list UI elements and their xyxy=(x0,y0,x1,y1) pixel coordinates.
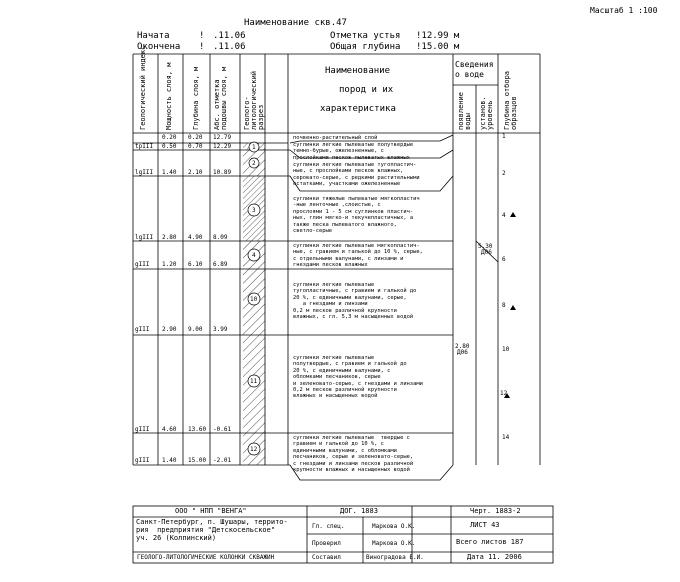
layer-index: tpIII xyxy=(135,143,154,150)
layer-abs: 8.09 xyxy=(213,234,228,241)
stamp-person3: Виноградова Е.И. xyxy=(366,554,424,561)
layer-marker: 4 xyxy=(252,252,256,259)
sample-label: 1 xyxy=(502,133,506,140)
layer-index: gIII xyxy=(135,457,150,464)
sample-label: 14 xyxy=(502,434,510,441)
layer-abs: -2.01 xyxy=(213,457,232,464)
stamp-total: Всего листов 187 xyxy=(456,538,524,546)
stamp-address: Санкт-Петербург, п. Шушары, террито- рия предприятия "Детскосельское" уч. 26 (Колпинский) xyxy=(136,518,288,542)
layer-desc: суглинки легкие пылеватые мягкопластич- ные, с гравием и галькой до 10 %, серые, с отдельными валунами, с линзами и гнездами песков влажных xyxy=(293,243,423,269)
layer-desc: суглинки легкие пылеватые полутвердые, с гравием и галькой до 20 %, с единичными валунами, с обломками песчаников, серые и зеленовато-серые, с гнездами и линзами 0,2 м песков различной крупности влажных и насыщенных водой xyxy=(293,355,423,400)
mouth-label: Отметка устья xyxy=(330,31,401,41)
stamp-date: Дата 11. 2006 xyxy=(467,553,522,561)
layer-thickness: 2.90 xyxy=(162,326,177,333)
col-water-set: установ. уровень xyxy=(479,96,494,130)
layer-marker: 2 xyxy=(252,160,256,167)
ended-value: .11.06 xyxy=(213,42,246,52)
sample-label: 12 xyxy=(500,390,508,397)
layer-desc: почвенно-растительный слой xyxy=(293,135,378,141)
layer-marker: 10 xyxy=(250,296,258,303)
stamp-role1: Гл. спец. xyxy=(312,523,345,530)
stamp-org: ООО " НПП "ВЕНГА" xyxy=(175,507,247,515)
layer-thickness: 1.40 xyxy=(162,457,177,464)
col-sample-depth: Глубина отбора образцов xyxy=(503,70,518,130)
well-title: Наименование скв.47 xyxy=(244,18,347,28)
layer-depth: 9.00 xyxy=(188,326,203,333)
ended-sep: ! xyxy=(199,42,205,52)
col-section: Геолого-литологический разрез xyxy=(243,70,265,130)
layer-depth: 6.10 xyxy=(188,261,203,268)
stamp-person2: Маркова О.К. xyxy=(372,540,416,547)
layer-thickness: 0.50 xyxy=(162,143,177,150)
stamp-sheet: ЛИСТ 43 xyxy=(470,521,500,529)
layer-index: gIII xyxy=(135,261,150,268)
layer-desc: суглинки легкие пылеватые твердые с гравием и галькой до 10 %, с единичными валунами, с обломками песчаников, серые и зеленовато-серые, с гнездами и линзами песков различной крупности влажных и насыщенных водой xyxy=(293,435,414,474)
water-set-date: Д06 xyxy=(481,249,492,256)
sample-label: 2 xyxy=(502,170,506,177)
layer-thickness: 2.80 xyxy=(162,234,177,241)
layer-thickness: 1.40 xyxy=(162,169,177,176)
depth-label: Общая глубина xyxy=(330,42,401,52)
layer-depth: 0.70 xyxy=(188,143,203,150)
col-name-line2: пород и их xyxy=(339,85,394,95)
layer-desc: суглинки легкие пылеватые тугопластичные, с гравием и галькой до 20 %, с единичными валунами, серые, а гнездами и линзами 0,2 м песков различной крупности влажных, с гл. 5,3 м насыщенных водой xyxy=(293,282,417,321)
depth-value: !15.00 м xyxy=(416,42,460,52)
water-set-value: 5.30 xyxy=(478,243,493,250)
layer-desc: суглинки легкие пылеватые полутвердые темно-бурые, ожелезненные, с прослойками песков пылеватых влажных xyxy=(293,142,414,161)
col-name-line3: характеристика xyxy=(320,104,396,114)
stamp-role3: Составил xyxy=(312,554,341,561)
stamp-drawing: Черт. 1883-2 xyxy=(470,507,521,515)
layer-desc: суглинки тяжелые пылеватые мягкопластич -ные ленточные ,слоистые, с прослоями 1 - 5 см суглинков пластич- ных, глин мягко-и текучепластичных, а также песка пылеватого влажного, светло-серые xyxy=(293,196,420,235)
layer-thickness: 0.20 xyxy=(162,134,177,141)
started-label: Начата xyxy=(137,31,170,41)
layer-abs: 12.29 xyxy=(213,143,232,150)
layer-depth: 4.90 xyxy=(188,234,203,241)
layer-abs: 12.79 xyxy=(213,134,232,141)
layer-marker: 12 xyxy=(250,446,258,453)
sample-label: 6 xyxy=(502,256,506,263)
scale-label: Масштаб 1 :100 xyxy=(590,6,658,15)
col-water-appear: появление воды xyxy=(457,92,472,130)
layer-index: lgIII xyxy=(135,169,154,176)
sample-marker-8 xyxy=(510,305,516,310)
stamp-doc-title: ГЕОЛОГО-ЛИТОЛОГИЧЕСКИЕ КОЛОНКИ СКВАЖИН xyxy=(137,554,275,561)
layer-abs: 6.89 xyxy=(213,261,228,268)
layer-index: lgIII xyxy=(135,234,154,241)
layer-thickness: 1.20 xyxy=(162,261,177,268)
col-name-line1: Наименование xyxy=(325,66,391,76)
started-value: .11.06 xyxy=(213,31,246,41)
col-water-group: Сведения о воде xyxy=(455,60,494,79)
layer-depth: 13.60 xyxy=(188,426,207,433)
layer-depth: 2.10 xyxy=(188,169,203,176)
sample-label: 8 xyxy=(502,302,506,309)
layer-abs: 3.99 xyxy=(213,326,228,333)
layer-abs: 10.89 xyxy=(213,169,232,176)
stamp-role2: Проверил xyxy=(312,540,341,547)
col-abs-mark: Абс. отметка подошвы слоя, м xyxy=(213,66,228,130)
layer-desc: суглинки легкие пылеватые тугопластич- ные, с прослойками песков влажных, серовато-серые, с редкими растительными остатками, участками ожелезненные xyxy=(293,162,420,188)
water-appear-value: 2.80 xyxy=(455,343,470,350)
layer-depth: 0.20 xyxy=(188,134,203,141)
layer-thickness: 4.60 xyxy=(162,426,177,433)
ended-label: Окончена xyxy=(137,42,181,52)
col-depth: Глубина слоя, м xyxy=(192,66,200,130)
sample-label: 10 xyxy=(502,346,510,353)
col-geo-index: Геологический индекс xyxy=(139,45,147,130)
sample-marker-4 xyxy=(510,212,516,217)
layer-marker: 1 xyxy=(252,144,256,151)
layer-marker: 3 xyxy=(252,207,256,214)
stamp-person1: Маркова О.К. xyxy=(372,523,416,530)
layer-marker: 11 xyxy=(250,378,258,385)
water-appear-date: Д06 xyxy=(457,349,468,356)
stamp-contract: ДОГ. 1883 xyxy=(340,507,378,515)
mouth-value: !12.99 м xyxy=(416,31,460,41)
col-thickness: Мощность слоя, м xyxy=(165,62,173,130)
layer-abs: -0.61 xyxy=(213,426,232,433)
started-sep: ! xyxy=(199,31,205,41)
sample-label: 4 xyxy=(502,212,506,219)
layer-index: gIII xyxy=(135,426,150,433)
layer-index: gIII xyxy=(135,326,150,333)
layer-depth: 15.00 xyxy=(188,457,207,464)
